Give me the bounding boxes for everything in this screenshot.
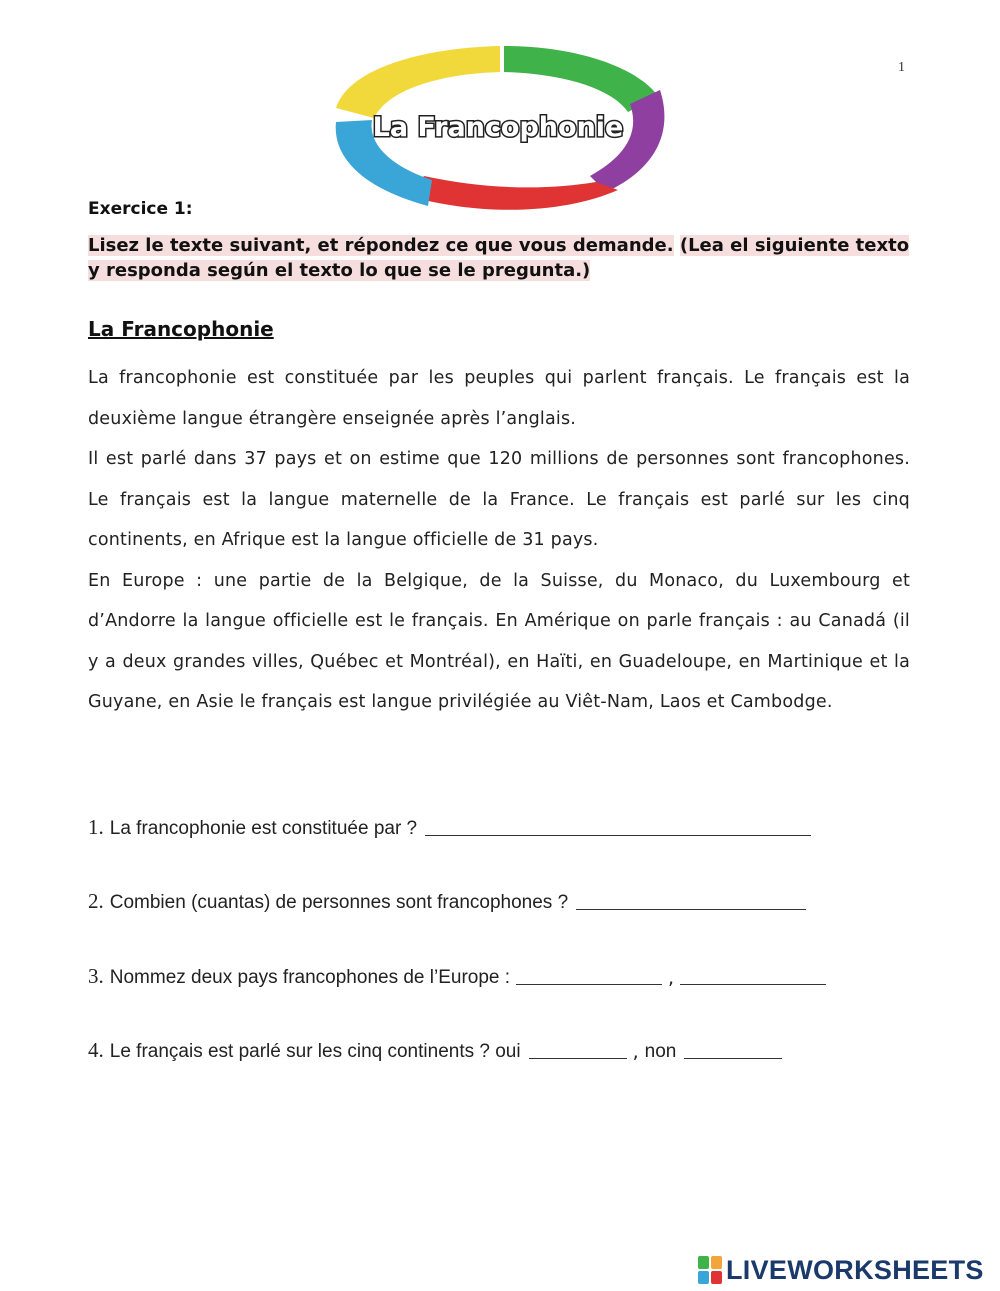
- watermark-text: LIVEWORKSHEETS: [726, 1254, 984, 1285]
- answer-blank-non[interactable]: [684, 1057, 782, 1059]
- question-text-non: non: [644, 1041, 677, 1062]
- reading-paragraph: La francophonie est constituée par les peuples qui parlent français. Le français est la deuxième langue étrangère enseignée après l’anglais.: [88, 368, 910, 429]
- question-text: Combien (cuantas) de personnes sont francophones ?: [109, 892, 569, 913]
- question-text: Le français est parlé sur les cinq continents ? oui: [109, 1041, 521, 1062]
- liveworksheets-watermark: [698, 1253, 984, 1287]
- ring-segment-yellow: [336, 46, 500, 118]
- ring-logo-graphic: [328, 40, 668, 215]
- reading-paragraph: En Europe : une partie de la Belgique, de la Suisse, du Monaco, du Luxembourg et d’Andorre la langue officielle est le français. En Amérique on parle français : au Canadá (il y a deux grandes villes, Québec et Montréal), en Haïti, en Guadeloupe, en Martinique et la Guyane, en Asie le français est langue privilégiée au Viêt-Nam, Laos et Cambodge.: [88, 570, 910, 712]
- logo-title: La Francophonie: [372, 112, 624, 143]
- page-number: 1: [898, 60, 905, 75]
- exercise-instruction: [88, 233, 913, 283]
- ring-segment-red: [408, 176, 618, 210]
- liveworksheets-logo-icon: [698, 1256, 722, 1284]
- answer-blank[interactable]: [425, 834, 811, 836]
- question-number: 2.: [88, 889, 104, 913]
- answer-separator: ,: [668, 967, 675, 989]
- answer-blank[interactable]: [576, 908, 806, 910]
- instruction-spanish: (Lea el siguiente texto y responda según el texto lo que se le pregunta.): [88, 235, 910, 281]
- instruction-french: Lisez le texte suivant, et répondez ce que vous demande.: [88, 235, 674, 256]
- answer-blank-oui[interactable]: [529, 1057, 627, 1059]
- question-number: 4.: [88, 1038, 104, 1062]
- reading-text: [88, 358, 910, 723]
- answer-blank-2[interactable]: [680, 983, 826, 985]
- question-1: [88, 800, 811, 840]
- answer-blank-1[interactable]: [516, 983, 662, 985]
- question-2: [88, 874, 806, 914]
- question-text: La francophonie est constituée par ?: [109, 818, 418, 839]
- question-number: 1.: [88, 815, 104, 839]
- question-4: [88, 1023, 782, 1063]
- question-number: 3.: [88, 964, 104, 988]
- exercise-label: Exercice 1:: [88, 199, 193, 219]
- answer-separator: ,: [632, 1041, 639, 1063]
- question-3: [88, 949, 826, 989]
- reading-title: La Francophonie: [88, 317, 274, 341]
- reading-paragraph: Il est parlé dans 37 pays et on estime que 120 millions de personnes sont francophones. Le français est la langue maternelle de la France. Le français est parlé sur les cinq continents, en Afrique est la langue officielle de 31 pays.: [88, 449, 910, 550]
- question-text: Nommez deux pays francophones de l’Europe :: [109, 967, 511, 988]
- francophonie-ring-logo: [328, 40, 668, 215]
